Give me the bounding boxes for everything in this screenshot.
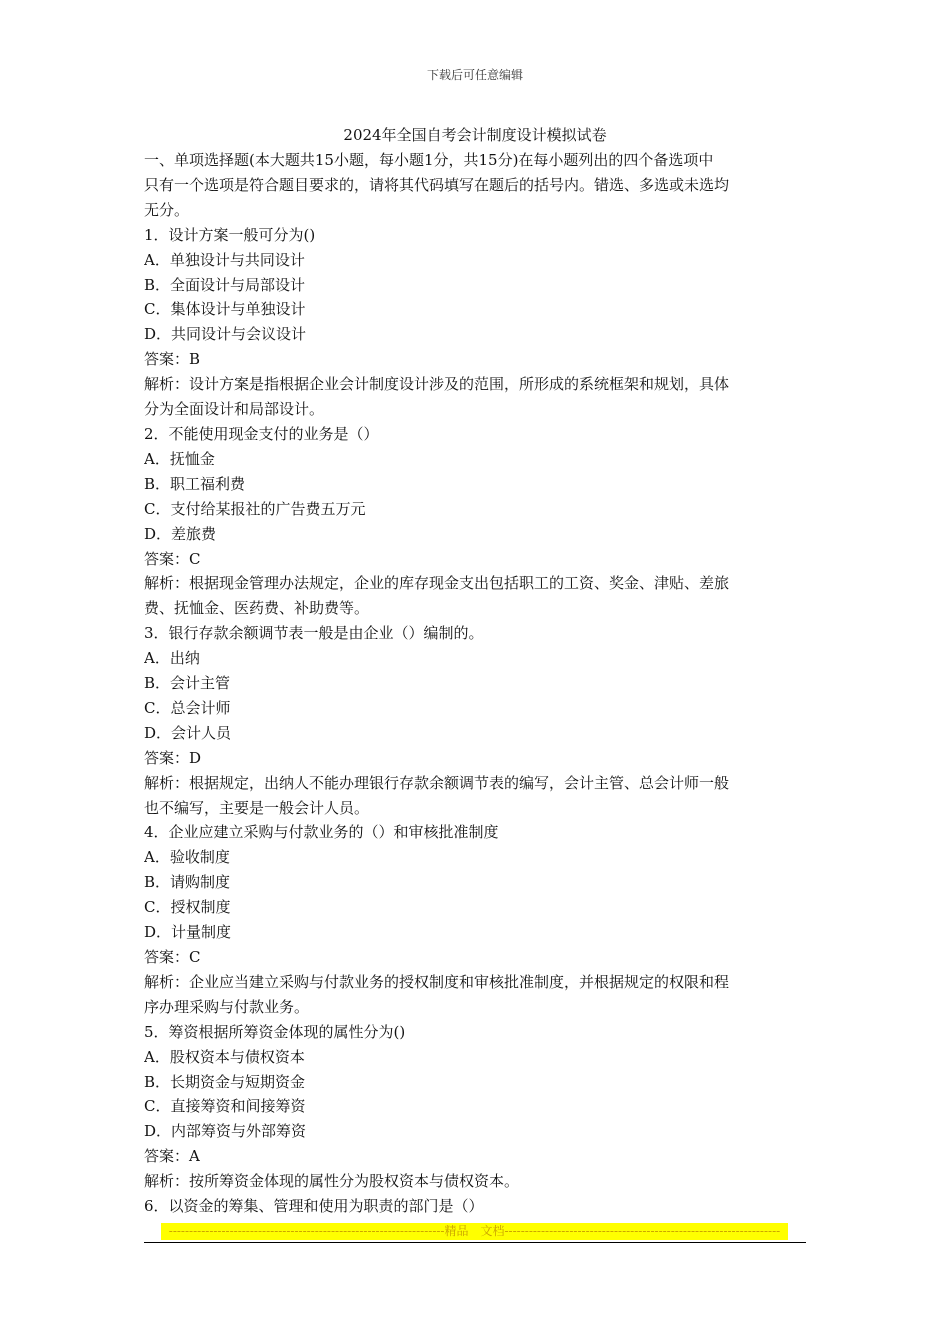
text-line: 答案：C [144, 948, 201, 966]
footer-divider [144, 1242, 806, 1243]
text-line: A．抚恤金 [144, 449, 215, 468]
text-line: 一、单项选择题(本大题共15小题，每小题1分，共15分)在每小题列出的四个备选项中 [144, 151, 714, 169]
text-line: 分为全面设计和局部设计。 [144, 400, 325, 419]
text-line: D．会计人员 [144, 723, 232, 742]
text-line: 解析：根据现金管理办法规定，企业的库存现金支出包括职工的工资、奖金、津贴、差旅 [144, 574, 730, 593]
text-line: 解析：设计方案是指根据企业会计制度设计涉及的范围，所形成的系统框架和规划，具体 [144, 375, 730, 394]
text-line: B．全面设计与局部设计 [144, 275, 306, 294]
text-line: A．验收制度 [144, 848, 230, 867]
text-line: 答案：C [144, 549, 201, 568]
text-line: A．出纳 [144, 649, 200, 668]
text-line: C．集体设计与单独设计 [144, 300, 306, 319]
text-line: 无分。 [144, 200, 190, 219]
page-header: 下载后可任意编辑 [426, 68, 523, 82]
document-body [144, 148, 806, 1219]
text-line: 2．不能使用现金支付的业务是（） [144, 424, 379, 443]
text-line: 也不编写，主要是一般会计人员。 [144, 798, 370, 817]
text-line: 只有一个选项是符合题目要求的，请将其代码填写在题后的括号内。错选、多选或未选均 [144, 175, 730, 194]
text-line: 1．设计方案一般可分为() [144, 225, 316, 244]
text-line: C．总会计师 [144, 698, 231, 717]
text-line: 6．以资金的筹集、管理和使用为职责的部门是（） [144, 1197, 484, 1216]
text-line: C．直接筹资和间接筹资 [144, 1097, 306, 1116]
text-line: B．长期资金与短期资金 [144, 1072, 306, 1091]
text-line: C．支付给某报社的广告费五万元 [144, 499, 366, 518]
text-line: 答案：D [144, 748, 202, 767]
text-line: 解析：企业应当建立采购与付款业务的授权制度和审核批准制度，并根据规定的权限和程 [144, 972, 730, 991]
text-line: A．股权资本与债权资本 [144, 1047, 305, 1066]
text-line: 3．银行存款余额调节表一般是由企业（）编制的。 [144, 624, 484, 643]
footer-banner: --------------------------------------------------------------------精品 文档-------------------------------------------------------------------- [161, 1223, 788, 1240]
text-line: B．职工福利费 [144, 474, 246, 493]
text-line: C．授权制度 [144, 898, 231, 917]
text-line: B．请购制度 [144, 873, 231, 892]
text-line: D．内部筹资与外部筹资 [144, 1122, 307, 1141]
text-line: A．单独设计与共同设计 [144, 250, 305, 269]
document-title: 2024年全国自考会计制度设计模拟试卷 [343, 126, 607, 144]
text-line: 解析：根据规定，出纳人不能办理银行存款余额调节表的编写，会计主管、总会计师一般 [144, 773, 730, 792]
text-line: 解析：按所筹资金体现的属性分为股权资本与债权资本。 [144, 1172, 520, 1191]
text-line: D．计量制度 [144, 923, 232, 942]
text-line: 序办理采购与付款业务。 [144, 997, 310, 1016]
text-line: 费、抚恤金、医药费、补助费等。 [144, 599, 370, 618]
text-line: D．共同设计与会议设计 [144, 325, 307, 344]
text-line: 5．筹资根据所筹资金体现的属性分为() [144, 1022, 406, 1041]
text-line: B．会计主管 [144, 674, 231, 693]
text-line: 4．企业应建立采购与付款业务的（）和审核批准制度 [144, 823, 499, 842]
text-line: 答案：B [144, 350, 201, 369]
text-line: D．差旅费 [144, 524, 217, 543]
text-line: 答案：A [144, 1147, 200, 1166]
